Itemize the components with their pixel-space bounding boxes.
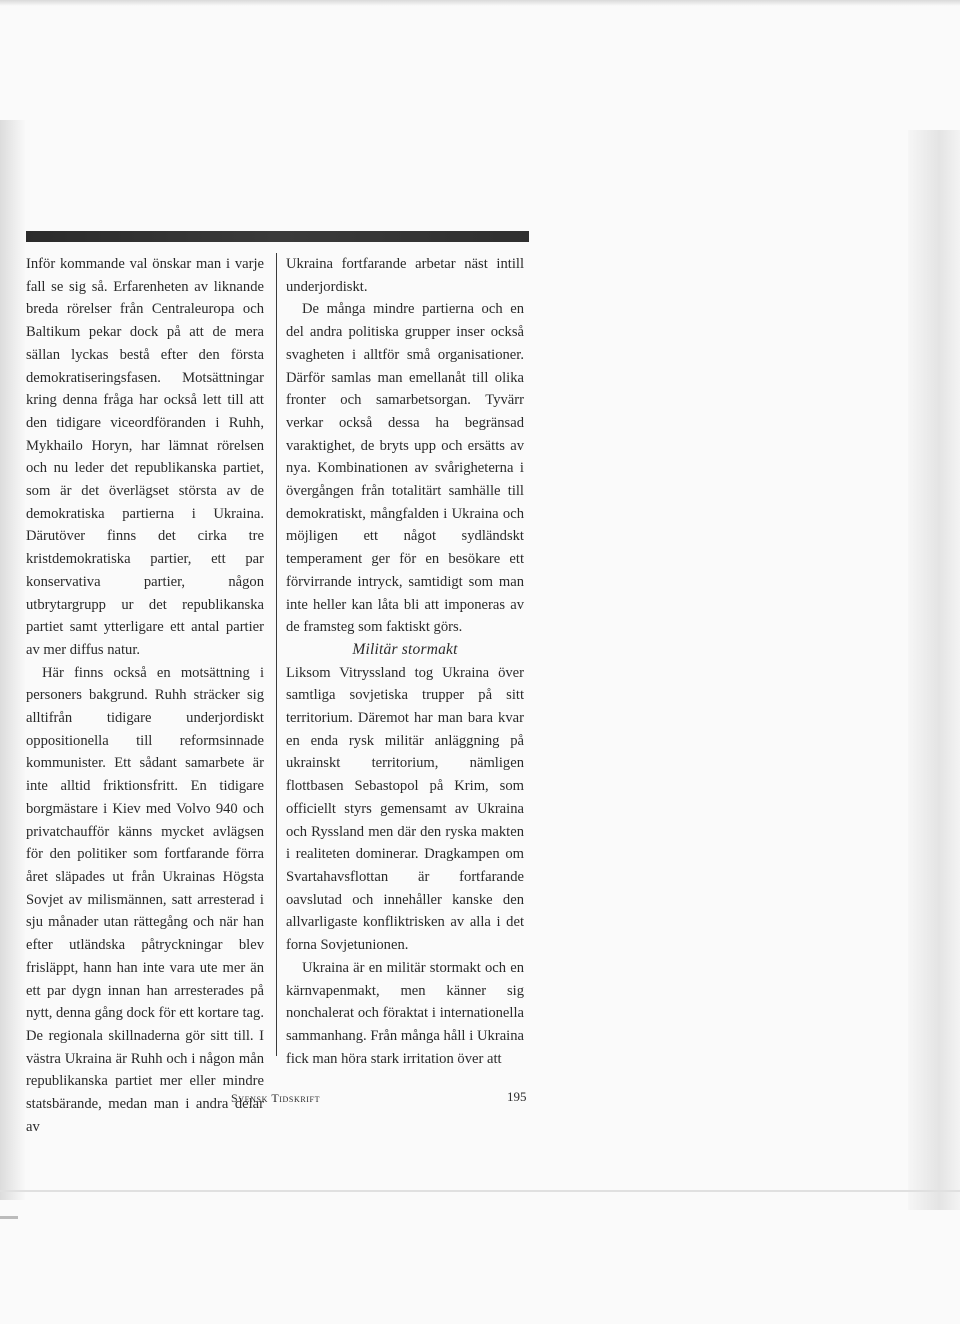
left-paragraph-2: Här finns också en motsättning i personers bakgrund. Ruhh sträcker sig alltifrån tidigare underjordiskt oppositionella till reformsinnade kommunister. Ett sådant samarbete är inte alltid friktionsfritt. En tidigare borgmästare i Kiev med Volvo 940 och privatchaufför känns mycket avlägsen för den politiker som fortfarande förra året släpades ut från Ukrainas Högsta Sovjet av milismännen, satt arresterad i sju månader utan rättegång och när han efter utländska påtryckningar blev frisläppt, hann han inte vara ute mer än ett par dygn innan han arresterades på nytt, denna gång dock för ett kortare tag. De regionala skillnaderna gör sitt till. I västra Ukraina är Ruhh och i någon mån republikanska partiet mer eller mindre statsbärande, medan man i andra delar av (26, 664, 264, 1135)
section-heading: Militär stormakt (352, 640, 458, 658)
right-column (286, 253, 524, 1070)
scan-fold-bottom (0, 1190, 960, 1192)
left-paragraph-1: Inför kommande val önskar man i varje fall se sig så. Erfarenheten av liknande breda rörelser från Centraleuropa och Baltikum pekar dock på att de mera sällan lyckas bestå efter den första demokratiseringsfasen. Motsättningar kring denna fråga har också lett till att den tidigare viceordföranden i Ruhh, Mykhailo Horyn, har lämnat rörelsen och nu leder det republikanska partiet, som är det överlägset största av de demokratiska partierna i Ukraina. Därutöver finns det cirka tre kristdemokratiska partier, ett par konservativa partier, någon utbrytargrupp ur det republikanska partiet samt ytterligare ett antal partier av mer diffus natur. (26, 256, 264, 658)
left-column (26, 253, 264, 1138)
right-paragraph-1: Ukraina fortfarande arbetar näst intill underjordiskt. (286, 256, 524, 295)
header-rule (26, 231, 529, 242)
page-number: 195 (507, 1089, 527, 1104)
scan-shadow-right (908, 130, 960, 1210)
right-paragraph-2: De många mindre partierna och en del andra politiska grupper inser också svagheten i alltför små organisationer. Därför samlas man emellanåt till olika fronter och samarbetsorgan. Tyvärr verkar också dessa ha begränsad varaktighet, de bryts upp och ersätts av nya. Kombinationen av svårigheterna i övergången från totalitärt samhälle till demokratiskt, mångfalden i Ukraina och möjligen ett något sydländskt temperament ger för en besökare ett förvirrande intryck, samtidigt som man inte heller kan låta bli att imponeras av de framsteg som faktiskt görs. (286, 301, 524, 636)
right-paragraph-3: Liksom Vitryssland tog Ukraina över samtliga sovjetiska trupper på sitt territorium. Däremot har man bara kvar en enda rysk militär anläggning på ukrainskt territorium, nämligen flottbasen Sebastopol på Krim, som officiellt styrs gemensamt av Ukraina och Ryssland men där den ryska makten i realiteten dominerar. Dragkampen om Svartahavsflottan är fortfarande oavslutad och innehåller kanske den allvarligaste konfliktrisken av alla i det forna Sovjetunionen. (286, 664, 524, 954)
scan-shadow-left (0, 120, 26, 1200)
scan-corner-mark (0, 1216, 18, 1219)
scan-edge-top (0, 0, 960, 6)
journal-name: Svensk Tidskrift (231, 1091, 321, 1105)
right-paragraph-4: Ukraina är en militär stormakt och en kärnvapenmakt, men känner sig nonchalerat och föraktat i internationella sammanhang. Från många håll i Ukraina fick man höra stark irritation över att (286, 959, 524, 1067)
page-footer (26, 1089, 529, 1109)
column-divider (276, 253, 277, 1056)
